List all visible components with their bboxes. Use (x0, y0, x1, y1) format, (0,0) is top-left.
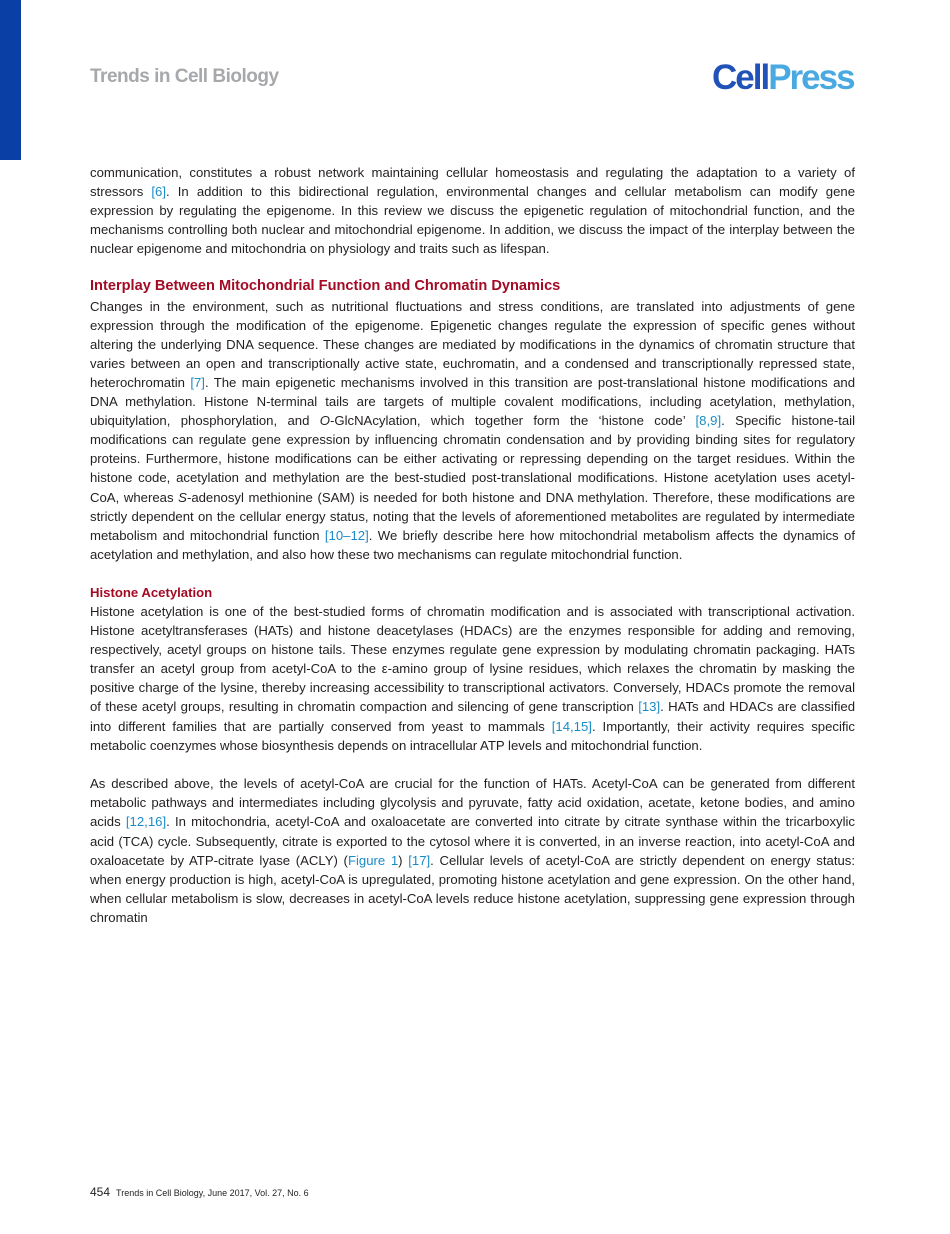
article-body (90, 163, 855, 927)
subsection-paragraph (90, 602, 855, 755)
journal-citation: Trends in Cell Biology, June 2017, Vol. 27, No. 6 (116, 1188, 309, 1198)
subsection-paragraph (90, 774, 855, 927)
page-number: 454 (90, 1185, 111, 1199)
text-run: -adenosyl methionine (SAM) is needed for both histone and DNA methylation. Therefore, these modifications are strictly dependent on the cellular energy status, noting that the levels of aforementioned metabolites are regulated by intermediate metabolism and mitochondrial function (90, 489, 856, 543)
cellpress-logo[interactable] (712, 58, 854, 98)
italic-text: O (319, 413, 330, 429)
section-heading: Interplay Between Mitochondrial Function and Chromatin Dynamics (90, 278, 561, 295)
reference-link[interactable]: [12,16] (125, 814, 167, 830)
text-run: -GlcNAcylation, which together form the ‘histone code’ (329, 413, 696, 429)
text-run: Histone acetylation is one of the best-studied forms of chromatin modification and is associated with transcriptional activation. Histone acetyltransferases (HATs) and histone deacetylases (HDACs) are the enzymes responsible for adding and removing, respectively, acetyl groups on histone tails. These enzymes regulate gene expression by modulating chromatin packaging. HATs transfer an acetyl group from acetyl-CoA to the ε-amino group of lysine residues, which relaxes the chromatin by masking the positive charge of the lysine, thereby increasing accessibility to transcriptional activators. Conversely, HDACs promote the removal of these acetyl groups, resulting in chromatin compaction and silencing of gene transcription (90, 603, 855, 715)
reference-link[interactable]: [13] (638, 699, 661, 715)
reference-link[interactable]: [6] (151, 184, 167, 200)
text-run: communication, constitutes a robust network maintaining cellular homeostasis and regulating the adaptation to a variety of stressors (90, 165, 855, 200)
page-footer (90, 1185, 309, 1199)
figure-link[interactable]: Figure 1 (347, 852, 399, 868)
text-run: ) (398, 852, 409, 868)
reference-link[interactable]: [14,15] (551, 718, 592, 734)
reference-link[interactable]: [8,9] (695, 413, 722, 429)
text-run: . Cellular levels of acetyl-CoA are strictly dependent on energy status: when energy production is high, acetyl-CoA is upregulated, promoting histone acetylation and gene expression. On the other hand, when cellular metabolism is slow, decreases in acetyl-CoA levels reduce histone acetylation, suppressing gene expression through chromatin (90, 852, 856, 925)
reference-link[interactable]: [17] (408, 852, 431, 868)
journal-title: Trends in Cell Biology (90, 66, 279, 87)
text-run: Changes in the environment, such as nutritional fluctuations and stress conditions, are translated into adjustments of gene expression through the modification of the epigenome. Epigenetic changes regulate the expression of specific genes without altering the underlying DNA sequence. These changes are mediated by modifications in the dynamics of chromatin structure that varies between an open and transcriptionally active state, euchromatin, and a condensed and transcriptionally repressed state, heterochromatin (90, 298, 855, 390)
intro-paragraph (90, 163, 855, 258)
section-paragraph (90, 297, 855, 564)
text-run: . In addition to this bidirectional regulation, environmental changes and cellular metabolism can modify gene expression by regulating the epigenome. In this review we discuss the epigenetic regulation of mitochondrial function, and the mechanisms controlling both nuclear and mitochondrial epigenome. In addition, we discuss the impact of the interplay between the nuclear epigenome and mitochondria on physiology and traits such as lifespan. (90, 184, 856, 257)
text-run: . HATs and HDACs are classified into different families that are partially conserved from yeast to mammals (90, 699, 856, 734)
journal-color-bar (0, 0, 21, 160)
text-run: . We briefly describe here how mitochondrial metabolism affects the dynamics of acetylation and methylation, and also how these two mechanisms can regulate mitochondrial function. (90, 527, 855, 562)
reference-link[interactable]: [7] (190, 374, 205, 390)
text-run: . The main epigenetic mechanisms involved in this transition are post-translational histone modifications and DNA methylation. Histone N-terminal tails are targets of multiple covalent modifications, including acetylation, methylation, ubiquitylation, phosphorylation, and (90, 374, 855, 429)
text-run: As described above, the levels of acetyl-CoA are crucial for the function of HATs. Acetyl-CoA can be generated from different metabolic pathways and intermediates including glycolysis and pyruvate, fatty acid oxidation, acetate, ketone bodies, and amino acids (90, 776, 855, 830)
reference-link[interactable]: [10–12] (324, 527, 369, 543)
subsection-heading: Histone Acetylation (90, 584, 213, 600)
text-run: . Importantly, their activity requires specific metabolic coenzymes whose biosynthesis depends on intracellular ATP levels and mitochondrial function. (90, 718, 856, 753)
text-run: . Specific histone-tail modifications can regulate gene expression by influencing chromatin condensation and by providing binding sites for regulatory proteins. Furthermore, histone modifications can be either activating or repressing depending on the target residues. Within the histone code, acetylation and methylation are the best-studied post-translational modifications. Histone acetylation uses acetyl-CoA, whereas (90, 413, 856, 505)
logo-press-text: Press (768, 58, 854, 97)
logo-cell-text: Cell (712, 58, 769, 97)
text-run: . In mitochondria, acetyl-CoA and oxaloacetate are converted into citrate by citrate synthase within the tricarboxylic acid (TCA) cycle. Subsequently, citrate is exported to the cytosol where it is converted, in an inverse reaction, into acetyl-CoA and oxaloacetate by ATP-citrate lyase (ACLY) ( (90, 814, 856, 868)
italic-text: S (178, 489, 187, 505)
